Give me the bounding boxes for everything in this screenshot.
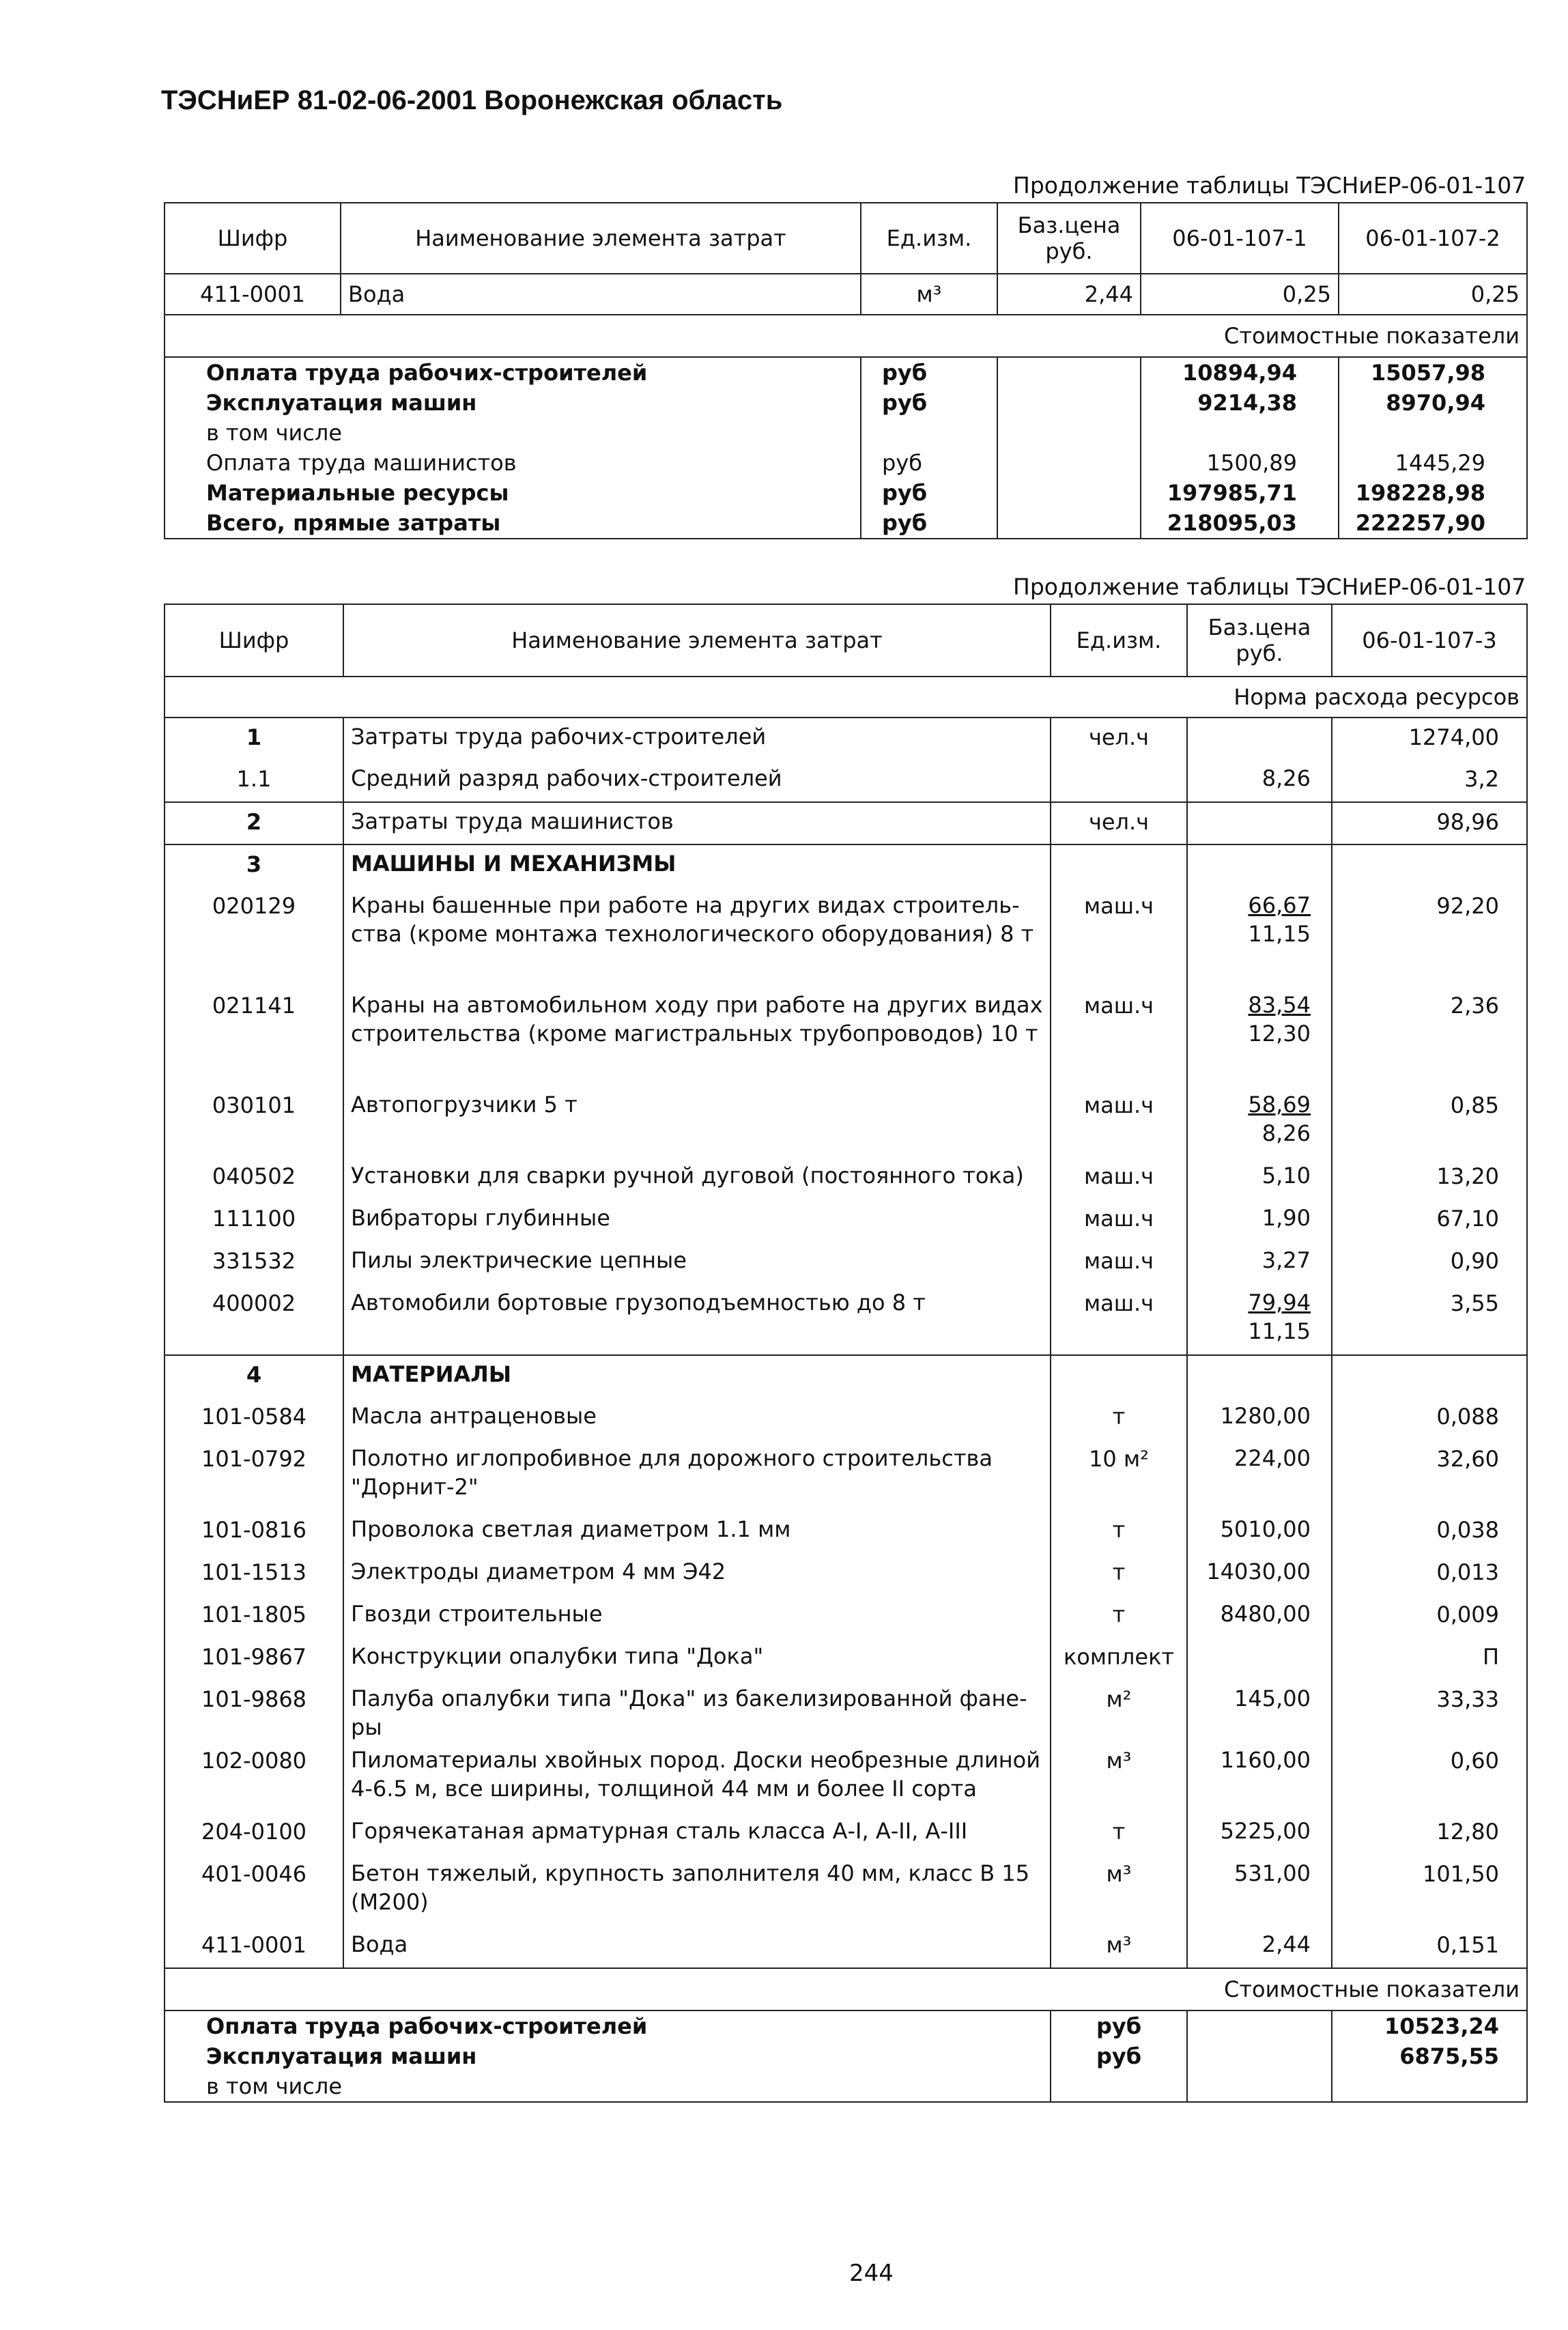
resource-value: 0,60: [1332, 1742, 1527, 1813]
resource-price: [1187, 1511, 1332, 1553]
resource-row: [165, 1553, 1527, 1595]
resource-code: 101-0816: [165, 1511, 343, 1553]
resource-value: 67,10: [1332, 1199, 1527, 1242]
row-price: 2,44: [997, 274, 1141, 315]
resource-unit: чел.ч: [1051, 718, 1187, 760]
resource-price-value: 224,00: [1234, 1445, 1311, 1471]
resource-value: 0,85: [1332, 1086, 1527, 1157]
table1-header-col2: 06-01-107-2: [1339, 203, 1527, 274]
table2-section-cost-label: Стоимостные показатели: [165, 1968, 1527, 2011]
resource-code: 101-0584: [165, 1397, 343, 1440]
resource-price-value: 66,67: [1248, 892, 1311, 918]
resource-price-secondary: 8,26: [1261, 1120, 1311, 1146]
resource-unit: маш.ч: [1051, 1284, 1187, 1355]
cost-row-price: [997, 448, 1141, 478]
cost-row-name: Оплата труда рабочих-строителей: [165, 357, 861, 388]
cost-row-col1: 197985,71: [1141, 478, 1339, 508]
resource-name: Краны на автомобильном ходу при работе на других видах строительства (кроме магистральных трубопроводов) 10 т: [343, 986, 1051, 1086]
resource-code: 401-0046: [165, 1855, 343, 1926]
table2-header-name: Наименование элемента затрат: [343, 604, 1051, 677]
cost-row-col2: [1339, 418, 1527, 448]
resource-code: 021141: [165, 986, 343, 1086]
resource-code: 411-0001: [165, 1926, 343, 1968]
resource-price: [1187, 887, 1332, 986]
resource-name: Вибраторы глубинные: [343, 1199, 1051, 1242]
resource-name: Электроды диаметром 4 мм Э42: [343, 1553, 1051, 1595]
resource-unit: т: [1051, 1813, 1187, 1855]
resource-name: Бетон тяжелый, крупность заполнителя 40 мм, класс В 15 (М200): [343, 1855, 1051, 1926]
resource-value: [1332, 1355, 1527, 1397]
resource-price: [1187, 1595, 1332, 1638]
resource-row: [165, 986, 1527, 1086]
cost-row: [165, 508, 1527, 539]
resource-unit: [1051, 1355, 1187, 1397]
resource-unit: м³: [1051, 1855, 1187, 1926]
resource-price-value: 79,94: [1248, 1290, 1311, 1316]
resource-row: [165, 1355, 1527, 1397]
resource-name: Краны башенные при работе на других видах строитель-ства (кроме монтажа технологического оборудования) 8 т: [343, 887, 1051, 986]
resource-code: 020129: [165, 887, 343, 986]
table-row: [165, 274, 1527, 315]
resource-name: МАТЕРИАЛЫ: [343, 1355, 1051, 1397]
resource-name: Проволока светлая диаметром 1.1 мм: [343, 1511, 1051, 1553]
resource-unit: маш.ч: [1051, 986, 1187, 1086]
cost-row-value: 6875,55: [1332, 2041, 1527, 2071]
resource-value: 0,088: [1332, 1397, 1527, 1440]
cost-row-name: в том числе: [165, 2071, 1051, 2102]
resource-value: 12,80: [1332, 1813, 1527, 1855]
resource-unit: т: [1051, 1511, 1187, 1553]
resource-price-value: 58,69: [1248, 1092, 1311, 1118]
resource-value: 0,013: [1332, 1553, 1527, 1595]
resource-value: 0,90: [1332, 1242, 1527, 1284]
cost-row-col2: 8970,94: [1339, 388, 1527, 418]
resource-row: [165, 1742, 1527, 1813]
resource-name: Конструкции опалубки типа "Дока": [343, 1638, 1051, 1680]
resource-name: Автомобили бортовые грузоподъемностью до 8 т: [343, 1284, 1051, 1355]
resource-price-value: 5225,00: [1220, 1818, 1311, 1844]
resource-unit: т: [1051, 1595, 1187, 1638]
resource-price: [1187, 1157, 1332, 1199]
cost-row-col2: 15057,98: [1339, 357, 1527, 388]
resource-value: 0,009: [1332, 1595, 1527, 1638]
cost-row: [165, 2071, 1527, 2102]
resource-row: [165, 718, 1527, 760]
resource-code: 101-1805: [165, 1595, 343, 1638]
resource-unit: маш.ч: [1051, 1199, 1187, 1242]
page-number: 244: [849, 2260, 894, 2287]
resource-name: Затраты труда машинистов: [343, 802, 1051, 844]
cost-row-unit: руб: [1051, 2011, 1187, 2041]
resource-row: [165, 844, 1527, 887]
resource-row: [165, 1813, 1527, 1855]
resource-price: [1187, 1813, 1332, 1855]
resource-code: 3: [165, 844, 343, 887]
resource-code: 331532: [165, 1242, 343, 1284]
cost-row-price: [1187, 2071, 1332, 2102]
cost-row: [165, 357, 1527, 388]
resource-row: [165, 1511, 1527, 1553]
resource-price-value: 1280,00: [1220, 1403, 1311, 1429]
resource-row: [165, 1440, 1527, 1511]
resource-price-value: 145,00: [1234, 1686, 1311, 1711]
resource-value: 0,038: [1332, 1511, 1527, 1553]
resource-price-secondary: 12,30: [1248, 1021, 1311, 1047]
resource-value: 3,2: [1332, 760, 1527, 802]
resource-unit: [1051, 844, 1187, 887]
cost-row-price: [997, 508, 1141, 539]
resource-name: Затраты труда рабочих-строителей: [343, 718, 1051, 760]
cost-row-unit: руб: [861, 448, 997, 478]
resource-price: [1187, 1199, 1332, 1242]
resource-value: П: [1332, 1638, 1527, 1680]
resource-value: 92,20: [1332, 887, 1527, 986]
cost-row-value: 10523,24: [1332, 2011, 1527, 2041]
resource-code: 030101: [165, 1086, 343, 1157]
resource-unit: маш.ч: [1051, 1242, 1187, 1284]
resource-price: [1187, 1742, 1332, 1813]
resource-code: 4: [165, 1355, 343, 1397]
resource-price-value: 14030,00: [1206, 1559, 1311, 1585]
resource-price-secondary: 11,15: [1248, 1318, 1311, 1344]
resource-row: [165, 1638, 1527, 1680]
table2-header-price: Баз.цена руб.: [1187, 604, 1332, 677]
resource-name: Палуба опалубки типа "Дока" из бакелизированной фане-ры: [343, 1680, 1051, 1742]
resource-name: Вода: [343, 1926, 1051, 1968]
cost-row-price: [997, 478, 1141, 508]
resource-name: Горячекатаная арматурная сталь класса А-I, А-II, А-III: [343, 1813, 1051, 1855]
resource-value: 33,33: [1332, 1680, 1527, 1742]
cost-row-price: [997, 388, 1141, 418]
table1-continuation-label: Продолжение таблицы ТЭСНиЕР-06-01-107: [1013, 172, 1526, 199]
resource-price-value: 3,27: [1261, 1247, 1311, 1273]
cost-row-col1: [1141, 418, 1339, 448]
resource-row: [165, 1397, 1527, 1440]
resource-unit: [1051, 760, 1187, 802]
resource-name: Масла антраценовые: [343, 1397, 1051, 1440]
cost-row-col1: 218095,03: [1141, 508, 1339, 539]
resource-unit: м²: [1051, 1680, 1187, 1742]
resource-price-value: 1160,00: [1220, 1747, 1311, 1773]
cost-row: [165, 418, 1527, 448]
cost-row-price: [1187, 2041, 1332, 2071]
cost-row-col1: 1500,89: [1141, 448, 1339, 478]
resource-price-secondary: 11,15: [1248, 921, 1311, 947]
resource-code: 101-1513: [165, 1553, 343, 1595]
cost-row-name: Всего, прямые затраты: [165, 508, 861, 539]
cost-row-col2: 1445,29: [1339, 448, 1527, 478]
resource-row: [165, 802, 1527, 844]
resource-value: 32,60: [1332, 1440, 1527, 1511]
resource-price: [1187, 1638, 1332, 1680]
resource-code: 1: [165, 718, 343, 760]
resource-row: [165, 1199, 1527, 1242]
resource-code: 101-0792: [165, 1440, 343, 1511]
table1-header-unit: Ед.изм.: [861, 203, 997, 274]
resource-unit: маш.ч: [1051, 1086, 1187, 1157]
row-col2: 0,25: [1339, 274, 1527, 315]
resource-row: [165, 1680, 1527, 1742]
resource-price: [1187, 844, 1332, 887]
resource-row: [165, 760, 1527, 802]
cost-row-value: [1332, 2071, 1527, 2102]
resource-name: Гвозди строительные: [343, 1595, 1051, 1638]
row-name: Вода: [341, 274, 861, 315]
table2-section-norm-label: Норма расхода ресурсов: [165, 677, 1527, 718]
table2-header-unit: Ед.изм.: [1051, 604, 1187, 677]
cost-row-unit: [861, 418, 997, 448]
resource-price-value: 2,44: [1261, 1931, 1311, 1957]
resource-code: 400002: [165, 1284, 343, 1355]
resource-price-value: 531,00: [1234, 1860, 1311, 1886]
cost-row-col2: 198228,98: [1339, 478, 1527, 508]
resource-price: [1187, 1355, 1332, 1397]
resource-name: Пиломатериалы хвойных пород. Доски необрезные длиной 4-6.5 м, все ширины, толщиной 44 мм и более II сорта: [343, 1742, 1051, 1813]
cost-row-col2: 222257,90: [1339, 508, 1527, 539]
resource-row: [165, 1595, 1527, 1638]
cost-row-unit: руб: [861, 508, 997, 539]
cost-row: [165, 478, 1527, 508]
resource-row: [165, 1242, 1527, 1284]
resource-name: Полотно иглопробивное для дорожного строительства "Дорнит-2": [343, 1440, 1051, 1511]
resource-value: 13,20: [1332, 1157, 1527, 1199]
resource-value: 3,55: [1332, 1284, 1527, 1355]
cost-row-name: Оплата труда машинистов: [165, 448, 861, 478]
cost-row-name: Материальные ресурсы: [165, 478, 861, 508]
resource-row: [165, 887, 1527, 986]
row-col1: 0,25: [1141, 274, 1339, 315]
table2: [164, 603, 1528, 2103]
cost-row-name: Эксплуатация машин: [165, 2041, 1051, 2071]
resource-price: [1187, 1086, 1332, 1157]
resource-code: 111100: [165, 1199, 343, 1242]
cost-row: [165, 2011, 1527, 2041]
resource-code: 101-9867: [165, 1638, 343, 1680]
resource-row: [165, 1855, 1527, 1926]
cost-row-unit: руб: [861, 357, 997, 388]
resource-price-value: 8,26: [1261, 765, 1311, 791]
resource-price-value: 1,90: [1261, 1205, 1311, 1231]
resource-value: [1332, 844, 1527, 887]
resource-code: 1.1: [165, 760, 343, 802]
resource-value: 0,151: [1332, 1926, 1527, 1968]
resource-code: 040502: [165, 1157, 343, 1199]
resource-price-value: 5,10: [1261, 1163, 1311, 1189]
resource-value: 101,50: [1332, 1855, 1527, 1926]
document-title: ТЭСНиЕР 81-02-06-2001 Воронежская область: [161, 85, 783, 115]
cost-row-price: [997, 418, 1141, 448]
row-unit: м³: [861, 274, 997, 315]
resource-code: 101-9868: [165, 1680, 343, 1742]
resource-row: [165, 1284, 1527, 1355]
cost-row-price: [1187, 2011, 1332, 2041]
resource-code: 102-0080: [165, 1742, 343, 1813]
cost-row: [165, 388, 1527, 418]
resource-row: [165, 1926, 1527, 1968]
resource-value: 2,36: [1332, 986, 1527, 1086]
cost-row-unit: руб: [1051, 2041, 1187, 2071]
cost-row-name: в том числе: [165, 418, 861, 448]
resource-price: [1187, 1440, 1332, 1511]
resource-unit: чел.ч: [1051, 802, 1187, 844]
resource-price-value: 5010,00: [1220, 1516, 1311, 1542]
cost-row: [165, 2041, 1527, 2071]
resource-row: [165, 1157, 1527, 1199]
table1-header-code: Шифр: [165, 203, 341, 274]
table1-header-name: Наименование элемента затрат: [341, 203, 861, 274]
cost-row-col1: 10894,94: [1141, 357, 1339, 388]
cost-row-unit: руб: [861, 478, 997, 508]
resource-name: Пилы электрические цепные: [343, 1242, 1051, 1284]
cost-row-unit: [1051, 2071, 1187, 2102]
table1-header-col1: 06-01-107-1: [1141, 203, 1339, 274]
resource-price: [1187, 1926, 1332, 1968]
cost-row-unit: руб: [861, 388, 997, 418]
table2-header-col3: 06-01-107-3: [1332, 604, 1527, 677]
resource-unit: маш.ч: [1051, 1157, 1187, 1199]
resource-name: МАШИНЫ И МЕХАНИЗМЫ: [343, 844, 1051, 887]
cost-row-name: Оплата труда рабочих-строителей: [165, 2011, 1051, 2041]
resource-price: [1187, 802, 1332, 844]
row-code: 411-0001: [165, 274, 341, 315]
resource-unit: т: [1051, 1553, 1187, 1595]
resource-name: Средний разряд рабочих-строителей: [343, 760, 1051, 802]
table2-continuation-label: Продолжение таблицы ТЭСНиЕР-06-01-107: [1013, 573, 1526, 600]
resource-code: 2: [165, 802, 343, 844]
resource-price: [1187, 1242, 1332, 1284]
resource-price: [1187, 1855, 1332, 1926]
cost-row: [165, 448, 1527, 478]
resource-name: Установки для сварки ручной дуговой (постоянного тока): [343, 1157, 1051, 1199]
cost-row-name: Эксплуатация машин: [165, 388, 861, 418]
resource-price: [1187, 1553, 1332, 1595]
resource-unit: маш.ч: [1051, 887, 1187, 986]
resource-unit: т: [1051, 1397, 1187, 1440]
resource-price: [1187, 1397, 1332, 1440]
resource-price: [1187, 986, 1332, 1086]
table2-header-code: Шифр: [165, 604, 343, 677]
resource-price: [1187, 1284, 1332, 1355]
resource-value: 1274,00: [1332, 718, 1527, 760]
resource-price: [1187, 1680, 1332, 1742]
resource-price-value: 83,54: [1248, 992, 1311, 1018]
resource-unit: 10 м²: [1051, 1440, 1187, 1511]
resource-unit: комплект: [1051, 1638, 1187, 1680]
resource-name: Автопогрузчики 5 т: [343, 1086, 1051, 1157]
resource-row: [165, 1086, 1527, 1157]
cost-row-col1: 9214,38: [1141, 388, 1339, 418]
resource-unit: м³: [1051, 1742, 1187, 1813]
table1: [164, 202, 1528, 539]
resource-unit: м³: [1051, 1926, 1187, 1968]
table1-section-cost-label: Стоимостные показатели: [165, 315, 1527, 357]
resource-price: [1187, 760, 1332, 802]
table1-header-price: Баз.цена руб.: [997, 203, 1141, 274]
cost-row-price: [997, 357, 1141, 388]
resource-price-value: 8480,00: [1220, 1601, 1311, 1627]
resource-value: 98,96: [1332, 802, 1527, 844]
resource-code: 204-0100: [165, 1813, 343, 1855]
resource-price: [1187, 718, 1332, 760]
